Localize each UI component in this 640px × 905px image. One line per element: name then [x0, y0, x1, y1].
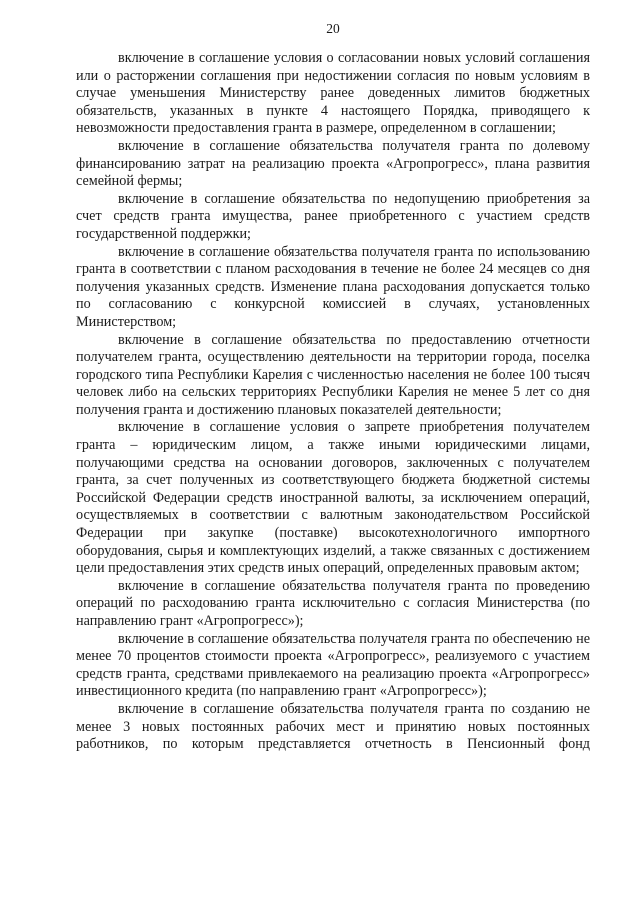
paragraph-continued: включение в соглашение обязательства получателя гранта по созданию не менее 3 новых постоянных рабочих мест и принятию новых постоянных работников, по которым представляется отчетность в Пенсионный фонд — [76, 700, 590, 753]
paragraph: включение в соглашение обязательства получателя гранта по использованию гранта в соответствии с планом расходования в течение не более 24 месяцев со дня получения указанных средств. Изменение плана расходования допускается только по согласованию с конкурсной комиссией в случаях, установленных Министерством; — [76, 243, 590, 330]
paragraph: включение в соглашение обязательства получателя гранта по долевому финансированию затрат на реализацию проекта «Агропрогресс», плана развития семейной фермы; — [76, 137, 590, 190]
paragraph: включение в соглашение обязательства по предоставлению отчетности получателем гранта, осуществлению деятельности на территории города, поселка городского типа Республики Карелия с численностью населения не более 100 тысяч человек либо на сельских территориях Республики Карелия не менее 5 лет со дня получения гранта и достижению плановых показателей деятельности; — [76, 331, 590, 418]
paragraph: включение в соглашение обязательства по недопущению приобретения за счет средств гранта имущества, ранее приобретенного с участием средств государственной поддержки; — [76, 190, 590, 242]
paragraph: включение в соглашение обязательства получателя гранта по проведению операций по расходованию гранта исключительно с согласия Министерства (по направлению грант «Агропрогресс»); — [76, 577, 590, 629]
document-body — [76, 50, 590, 754]
page-number: 20 — [326, 21, 340, 36]
paragraph: включение в соглашение обязательства получателя гранта по обеспечению не менее 70 процентов стоимости проекта «Агропрогресс», реализуемого с участием средств гранта, средствами привлекаемого на реализацию проекта «Агропрогресс» инвестиционного кредита (по направлению грант «Агропрогресс»); — [76, 630, 590, 700]
paragraph: включение в соглашение условия о согласовании новых условий соглашения или о расторжении соглашения при недостижении согласия по новым условиям в случае уменьшения Министерству ранее доведенных лимитов бюджетных обязательств, указанных в пункте 4 настоящего Порядка, приводящего к невозможности предоставления гранта в размере, определенном в соглашении; — [76, 50, 590, 137]
paragraph: включение в соглашение условия о запрете приобретения получателем гранта – юридическим лицом, а также иными юридическими лицами, получающими средства на основании договоров, заключенных с получателем гранта, за счет полученных из соответствующего бюджета бюджетной системы Российской Федерации средств иностранной валюты, за исключением операций, осуществляемых в соответствии с валютным законодательством Российской Федерации при закупке (поставке) высокотехнологичного импортного оборудования, сырья и комплектующих изделий, а также связанных с достижением цели предоставления этих средств иных операций, определенных правовым актом; — [76, 419, 590, 577]
